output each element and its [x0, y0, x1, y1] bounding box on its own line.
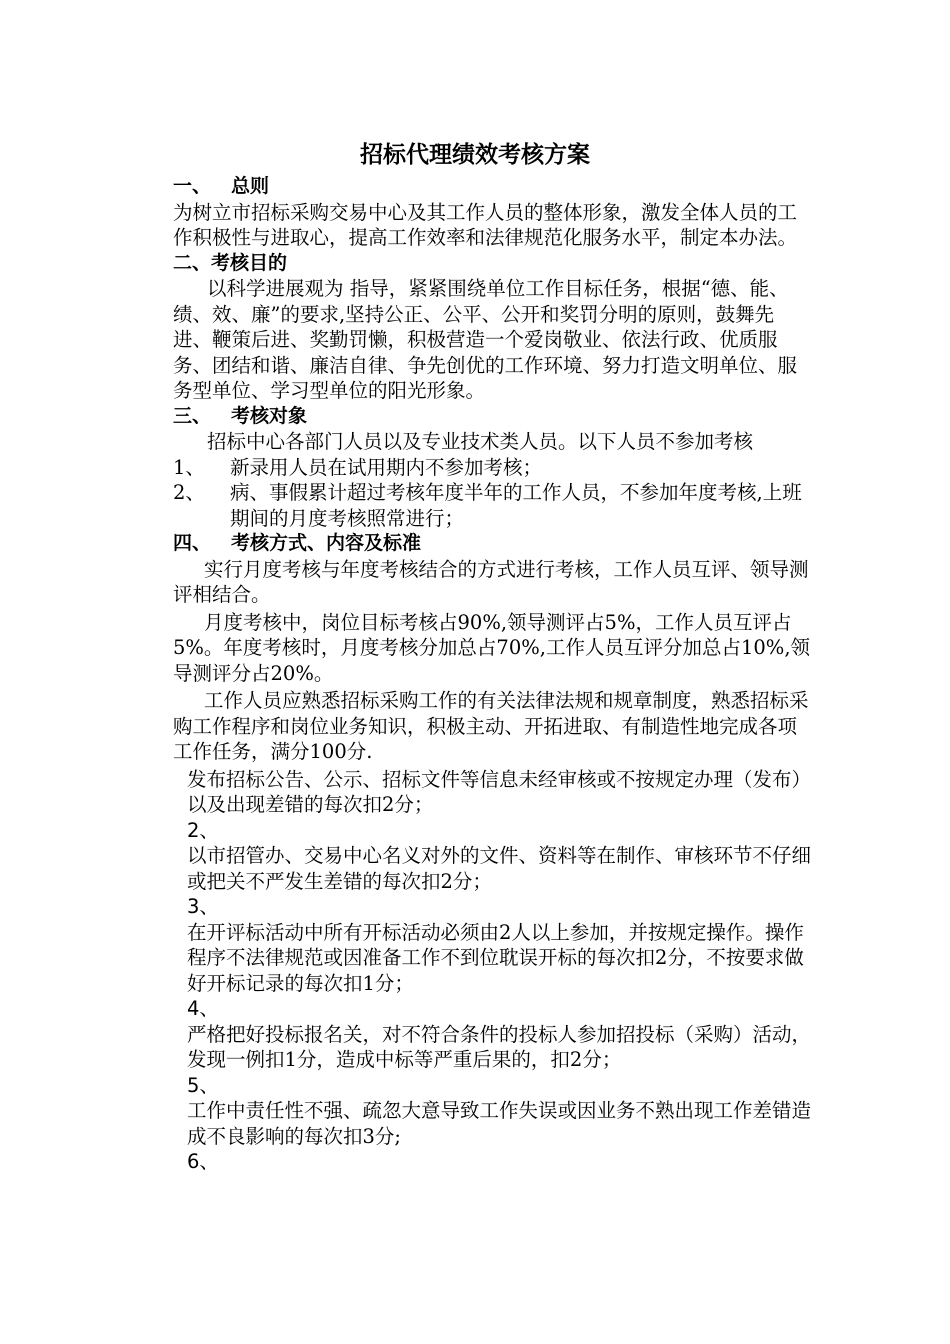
section-4-paragraph-3: 工作人员应熟悉招标采购工作的有关法律法规和规章制度，熟悉招标采购工作程序和岗位业务知识，积极主动、开拓进取、有制造性地完成各项工作任务，满分100分.: [173, 689, 809, 763]
list-item: [173, 480, 813, 531]
rule-2-text: 以市招管办、交易中心名义对外的文件、资料等在制作、审核环节不仔细或把关不严发生差错的每次扣2分；: [187, 844, 812, 893]
rule-5-text: 工作中责任性不强、疏忽大意导致工作失误或因业务不熟出现工作差错造成不良影响的每次扣3分;: [187, 1099, 812, 1148]
section-1-number: 一、: [173, 175, 212, 197]
section-1-paragraph: 为树立市招标采购交易中心及其工作人员的整体形象，激发全体人员的工作积极性与进取心，提高工作效率和法律规范化服务水平，制定本办法。: [173, 200, 798, 249]
list-item-text: 新录用人员在试用期内不参加考核；: [230, 455, 543, 479]
section-3-paragraph: 招标中心各部门人员以及专业技术类人员。以下人员不参加考核: [207, 430, 754, 453]
rule-1-text: 发布招标公告、公示、招标文件等信息未经审核或不按规定办理（发布）以及出现差错的每次扣2分；: [187, 767, 812, 816]
list-item-number: 2、: [173, 481, 205, 504]
rule-3-text: 在开评标活动中所有开标活动必须由2人以上参加，并按规定操作。操作程序不法律规范或因准备工作不到位耽误开标的每次扣2分，不按要求做好开标记录的每次扣1分；: [187, 920, 804, 995]
section-1-title: 总则: [231, 175, 270, 197]
section-2-heading: 二、考核目的: [173, 251, 288, 274]
document-body: [173, 174, 813, 1175]
rule-5-number: 5、: [187, 1073, 219, 1097]
section-4-title: 考核方式、内容及标准: [231, 532, 422, 554]
list-item: [173, 455, 813, 481]
rule-6-number: 6、: [187, 1150, 219, 1173]
section-4-number: 四、: [173, 532, 212, 554]
section-1-heading: [173, 174, 813, 200]
section-4-paragraph-2: 月度考核中，岗位目标考核占90%,领导测评占5%，工作人员互评占5%。年度考核时，月度考核分加总占70%,工作人员互评分加总占10%,领导测评分占20%。: [173, 610, 811, 685]
rule-4-text: 严格把好投标报名关，对不符合条件的投标人参加招投标（采购）活动，发现一例扣1分，造成中标等严重后果的，扣2分；: [187, 1022, 812, 1071]
section-4-heading: [173, 531, 813, 557]
section-4-paragraph-1: 实行月度考核与年度考核结合的方式进行考核，工作人员互评、领导测评相结合。: [173, 557, 809, 606]
list-item-number: 1、: [173, 455, 205, 479]
list-item-text: 病、事假累计超过考核年度半年的工作人员，不参加年度考核,上班期间的月度考核照常进行；: [230, 481, 802, 530]
document-title: 招标代理绩效考核方案: [360, 142, 590, 168]
section-3-heading: [173, 404, 813, 430]
section-2-paragraph: 以科学进展观为 指导，紧紧围绕单位工作目标任务，根据“德、能、绩、效、廉”的要求,坚持公正、公平、公开和奖罚分明的原则，鼓舞先进、鞭策后进、奖勤罚懒，积极营造一个爱岗敬业、依法行政、优质服务、团结和谐、廉洁自律、争先创优的工作环境、努力打造文明单位、服务型单位、学习型单位的阳光形象。: [173, 277, 798, 402]
rule-2-number: 2、: [187, 818, 219, 842]
rule-3-number: 3、: [187, 895, 219, 918]
rule-4-number: 4、: [187, 997, 219, 1020]
section-3-title: 考核对象: [231, 404, 308, 427]
section-3-number: 三、: [173, 404, 212, 427]
